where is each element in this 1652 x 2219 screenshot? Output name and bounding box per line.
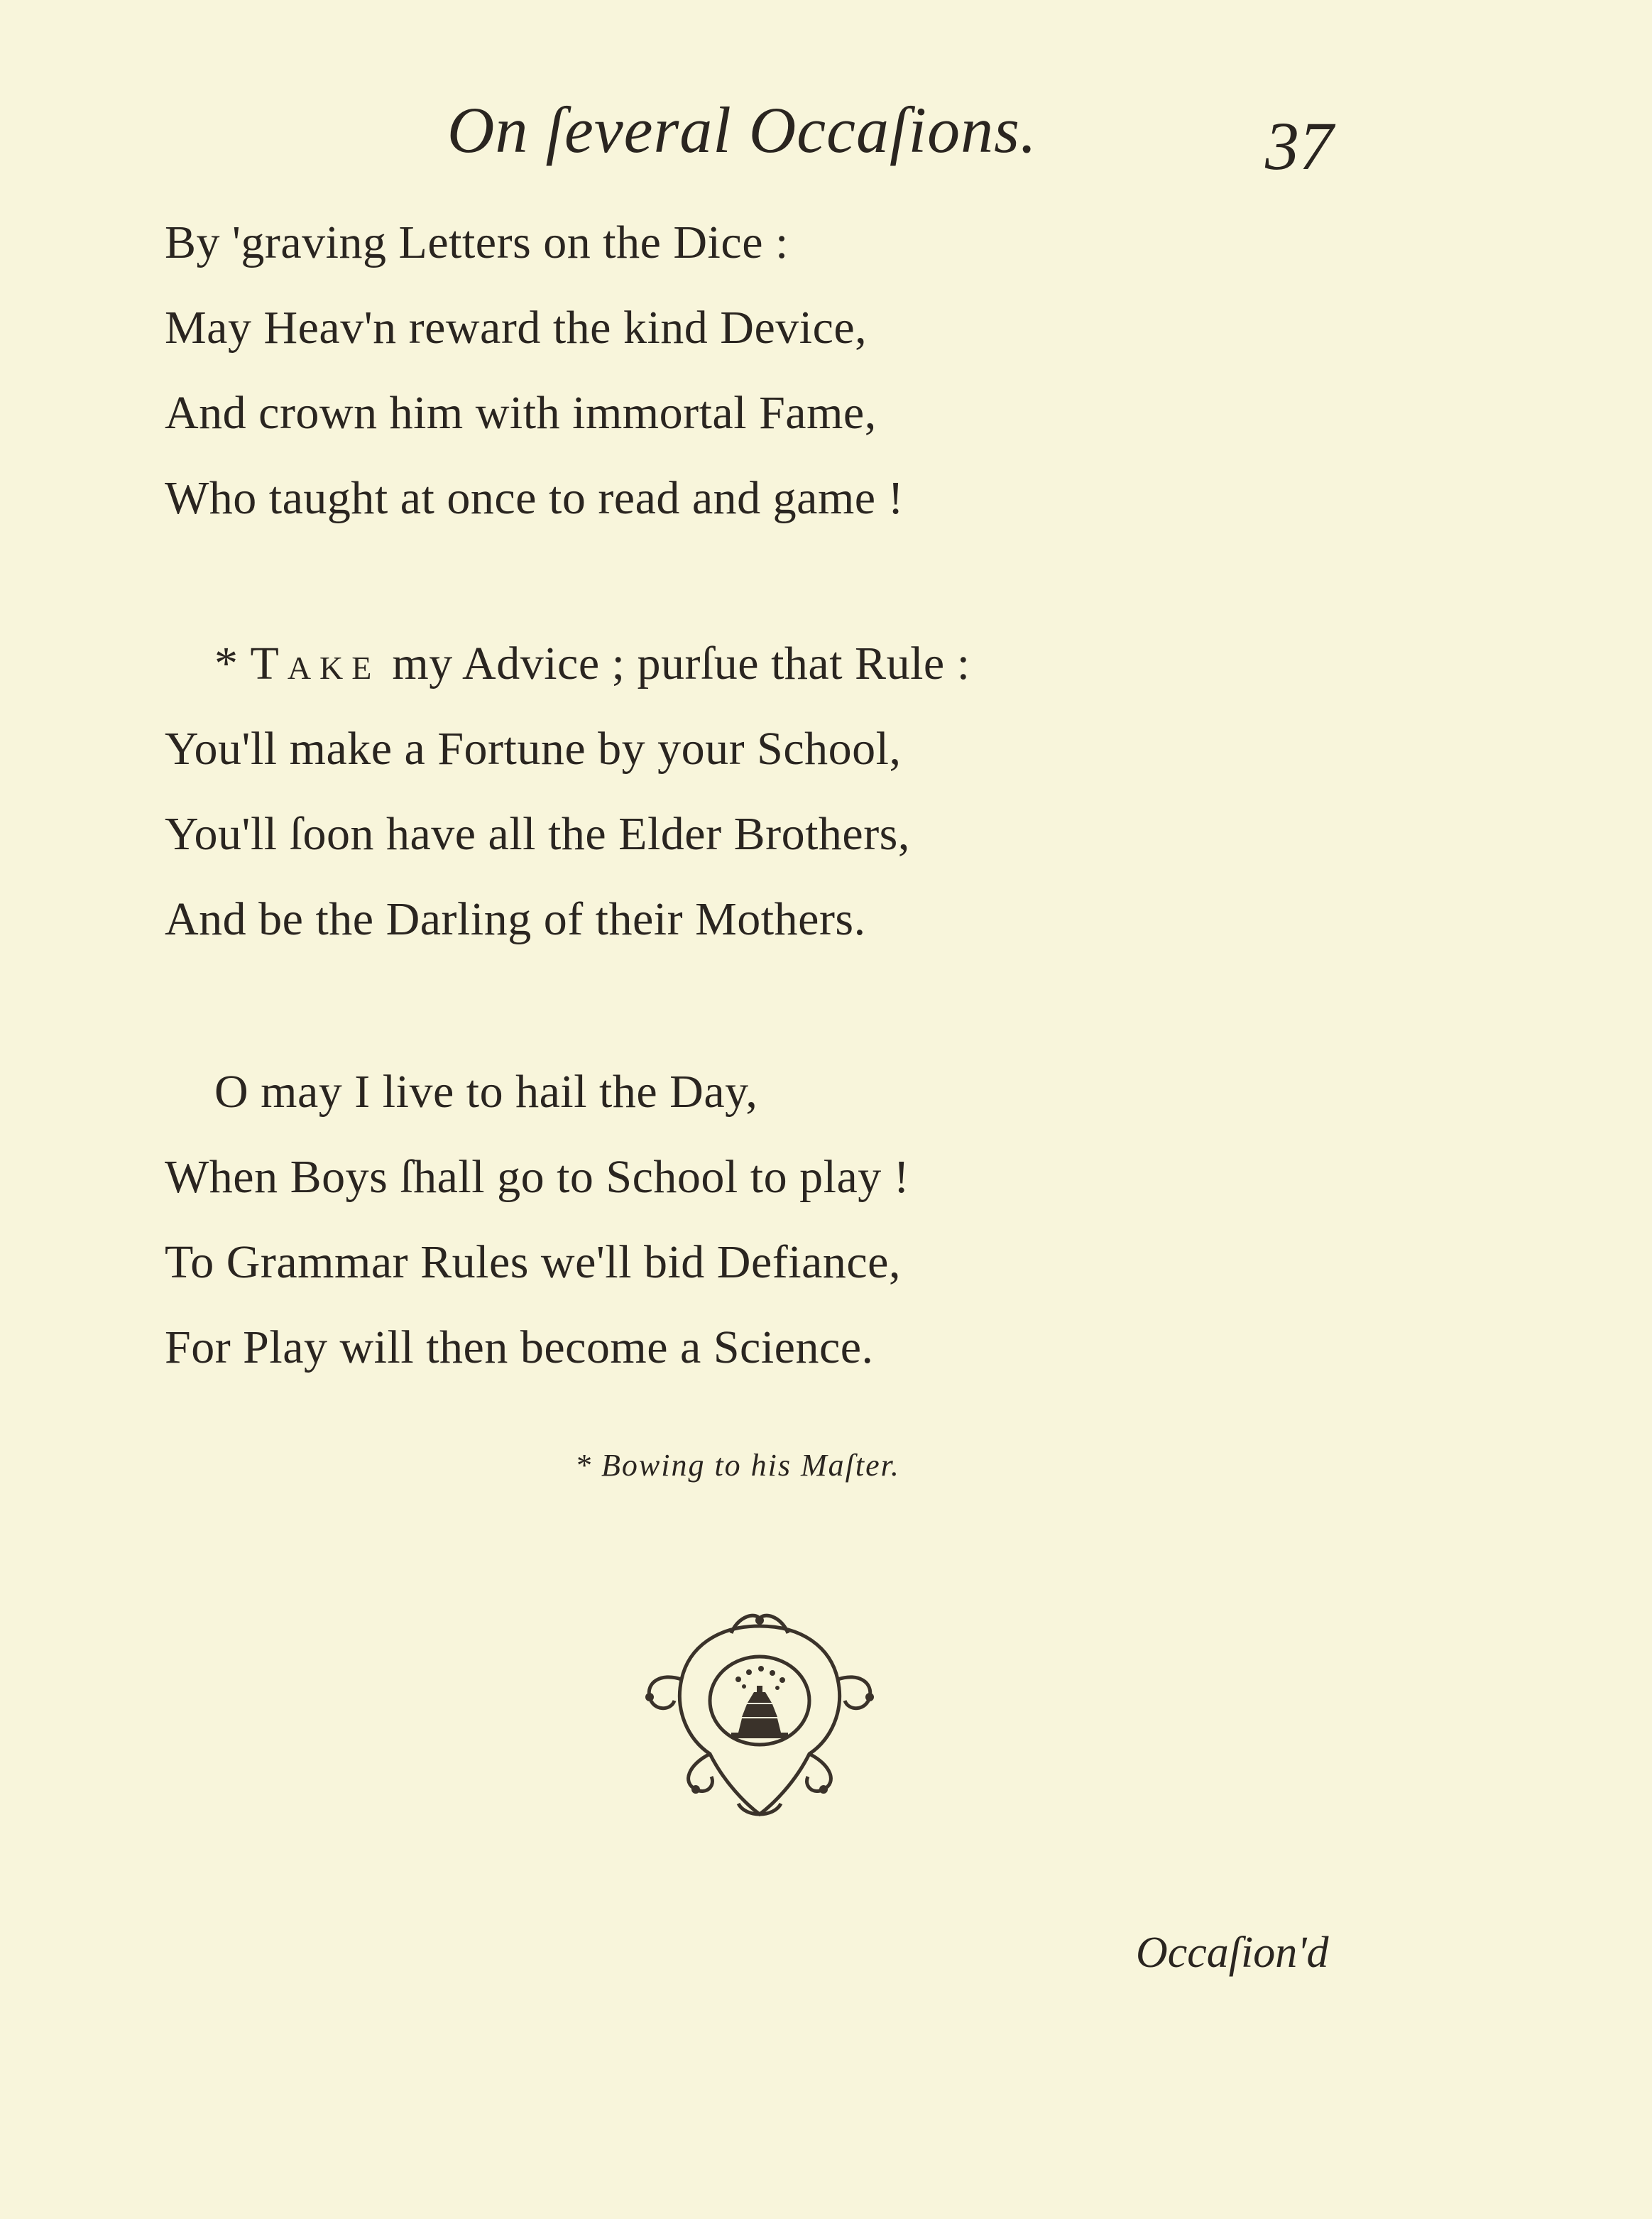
footnote: * Bowing to his Maſter. [575,1448,900,1483]
verse-line: By 'graving Letters on the Dice : [165,217,789,268]
verse-line: May Heav'n reward the kind Device, [165,302,868,354]
stanza-3 [165,1049,909,1390]
page-number: 37 [1265,108,1333,184]
stanza-2 [165,621,970,962]
verse-line: And crown him with immortal Fame, [165,387,877,439]
verse-line: To Grammar Rules we'll bid Defiance, [165,1236,901,1288]
verse-line: Who taught at once to read and game ! [165,472,904,524]
running-title: On ſeveral Occaſions. [447,94,1037,166]
catchword: Occaſion'd [1136,1929,1329,1977]
verse-line: * Take my Advice ; purſue that Rule : [214,638,970,689]
stanza-1 [165,200,904,541]
verse-line: When Boys ſhall go to School to play ! [165,1151,910,1203]
verse-line: For Play will then become a Science. [165,1321,874,1373]
verse-line: You'll make a Fortune by your School, [165,723,902,775]
verse-line: And be the Darling of their Mothers. [165,893,866,945]
beehive-cartouche-icon [632,1612,887,1825]
verse-line: You'll ſoon have all the Elder Brothers, [165,808,910,860]
verse-line: O may I live to hail the Day, [214,1066,758,1118]
